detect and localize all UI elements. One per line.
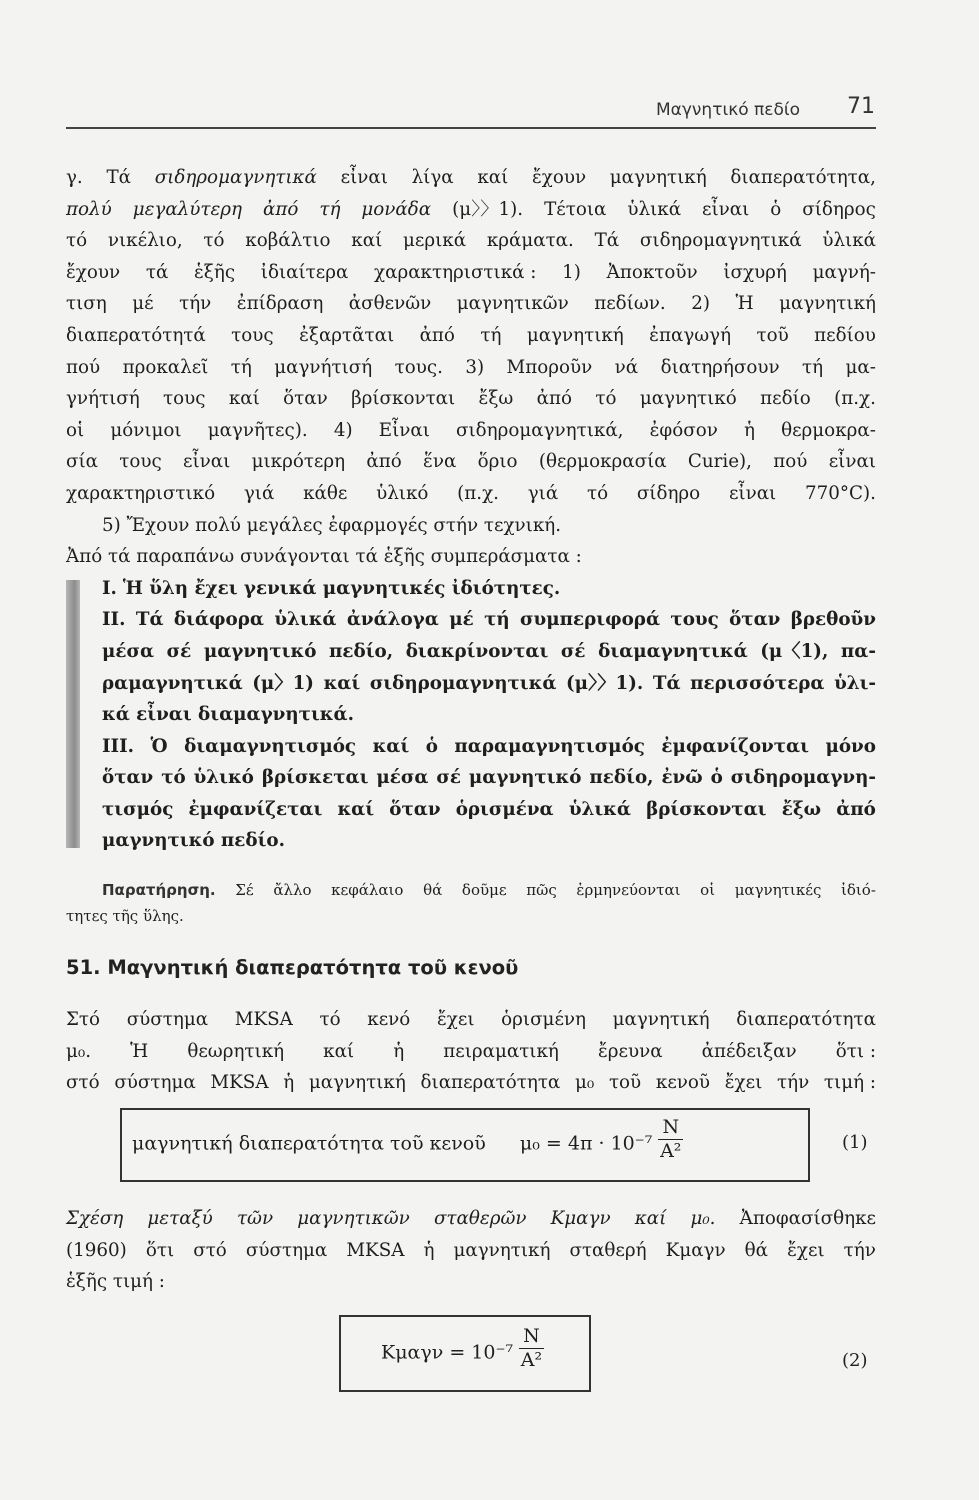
word: σταθερή bbox=[569, 1239, 647, 1261]
eq2-fraction: $\frac{N}{\text{A²}}$ bbox=[520, 1325, 543, 1371]
word: πεδίο bbox=[760, 388, 811, 410]
word: κοβάλτιο bbox=[245, 230, 331, 252]
word: πολύ bbox=[66, 198, 112, 220]
word: πα- bbox=[840, 640, 876, 662]
word: Εἶναι bbox=[378, 419, 430, 441]
word: ἑρμηνεύονται bbox=[576, 881, 681, 899]
word: ὅτι : bbox=[835, 1040, 876, 1062]
word: κενό bbox=[367, 1009, 411, 1030]
word: Τά bbox=[106, 167, 131, 188]
section-paragraph bbox=[66, 1004, 876, 1099]
word: ὅτι bbox=[145, 1239, 175, 1261]
word: καί bbox=[228, 388, 260, 410]
conclusions-box bbox=[66, 573, 876, 857]
conclusion-intro: Ἀπό τά παραπάνω συνάγονται τά ἑξῆς συμπεράσματα : bbox=[66, 546, 582, 568]
text-line bbox=[66, 257, 876, 289]
word: ὅταν bbox=[102, 767, 154, 789]
word: ἐμφανίζονται bbox=[661, 735, 809, 757]
text-line bbox=[102, 825, 876, 857]
word: (θερμοκρασία bbox=[538, 451, 667, 473]
word: τό bbox=[595, 388, 617, 410]
text-line bbox=[66, 383, 876, 415]
word: Μποροῦν bbox=[506, 356, 593, 378]
word: χαρακτηριστικό bbox=[66, 482, 216, 504]
word: νικέλιο, bbox=[107, 230, 183, 252]
word: σιδηρομαγνη- bbox=[730, 767, 876, 789]
word: II. bbox=[102, 609, 126, 631]
paragraph-gamma bbox=[66, 162, 876, 510]
text-line bbox=[102, 794, 876, 826]
word: μαγνητική bbox=[609, 167, 707, 188]
word: ὑλι- bbox=[834, 672, 876, 694]
word: ὁ bbox=[770, 198, 782, 220]
word: τήν bbox=[843, 1239, 876, 1261]
word: ὑλικό bbox=[376, 482, 429, 504]
word: μέ bbox=[449, 609, 474, 631]
word: ὑλικά bbox=[274, 609, 337, 631]
word: εἶναι bbox=[183, 451, 231, 473]
word: κράματα. bbox=[486, 230, 574, 252]
word: μα- bbox=[845, 356, 876, 378]
word: δοῦμε bbox=[461, 881, 507, 899]
word: μ₀ bbox=[575, 1072, 595, 1094]
word: Τέτοια bbox=[544, 198, 607, 220]
word: ἔχουν bbox=[531, 167, 587, 188]
word: στό bbox=[66, 1072, 100, 1094]
word: τήν bbox=[179, 293, 212, 315]
word: ἐπαγωγή bbox=[649, 324, 732, 346]
word: εἶναι bbox=[340, 167, 388, 188]
text-line bbox=[66, 446, 876, 478]
word: μέ bbox=[132, 293, 154, 315]
word: τό bbox=[203, 230, 225, 252]
eq2-lhs: Kμαγν = 10⁻⁷ bbox=[381, 1341, 514, 1364]
word: τους. bbox=[394, 356, 443, 378]
word: ἀσθενῶν bbox=[348, 293, 432, 315]
word: κεφάλαιο bbox=[331, 881, 404, 899]
word: διατηρήσουν bbox=[660, 356, 780, 378]
word: MKSA bbox=[346, 1239, 405, 1261]
text-line bbox=[66, 194, 876, 226]
word: τό bbox=[66, 230, 88, 252]
text-line bbox=[66, 320, 876, 352]
word: μαγνητικό bbox=[468, 767, 582, 789]
word: ἀπό bbox=[366, 451, 402, 473]
word: σίδηρο bbox=[636, 482, 701, 504]
word: διαπερατότητα bbox=[420, 1072, 561, 1094]
word: ὑλικά bbox=[568, 798, 631, 820]
word: ἔξω bbox=[478, 388, 514, 410]
word: σιδηρομαγνητικά bbox=[369, 672, 557, 694]
word: ἀπέδειξαν bbox=[701, 1040, 797, 1062]
word: ἀπό bbox=[263, 198, 299, 220]
word: καί bbox=[477, 167, 509, 188]
word: (μ〉〉1). bbox=[452, 198, 524, 220]
word: ἡ bbox=[283, 1072, 295, 1094]
text-line bbox=[102, 636, 876, 668]
equation-box-2 bbox=[339, 1315, 591, 1392]
word: πεδίο, bbox=[589, 767, 654, 789]
word: ἡ bbox=[393, 1040, 405, 1062]
word: μεγαλύτερη bbox=[132, 198, 243, 220]
word: III. bbox=[102, 735, 135, 757]
note bbox=[66, 877, 876, 929]
text-line bbox=[66, 1036, 876, 1068]
word: πού bbox=[66, 356, 101, 378]
word: καί bbox=[337, 798, 375, 820]
word: μέσα bbox=[376, 767, 429, 789]
word: τήν bbox=[777, 1072, 810, 1094]
word: λίγα bbox=[411, 167, 454, 188]
text-line bbox=[66, 1067, 876, 1099]
word: μ₀. bbox=[66, 1040, 92, 1062]
word: ἐνῶ bbox=[661, 767, 703, 789]
word: πῶς bbox=[526, 881, 557, 899]
header-rule bbox=[66, 127, 876, 129]
word: Ἀποκτοῦν bbox=[606, 261, 698, 283]
page-number: 71 bbox=[847, 94, 875, 119]
word: 1) bbox=[562, 261, 581, 283]
word: μαγνήτισή bbox=[274, 356, 373, 378]
word: μόνο bbox=[825, 735, 876, 757]
word: Ἡ ὕλη ἔχει γενικά μαγνητικές ἰδιότητες. bbox=[122, 577, 561, 599]
word: διαπερατότητα bbox=[736, 1009, 876, 1030]
word: ὁρισμένα bbox=[455, 798, 554, 820]
section-title: 51. Μαγνητική διαπερατότητα τοῦ κενοῦ bbox=[66, 956, 519, 979]
word: τά bbox=[145, 261, 169, 283]
text-line: 5) Ἔχουν πολύ μεγάλες ἐφαρμογές στήν τεχνική. bbox=[102, 514, 562, 536]
word: τοῦ bbox=[756, 324, 789, 346]
word: ἔξω bbox=[781, 798, 822, 820]
word: μαγνητικές bbox=[734, 881, 822, 899]
word: σιδηρομαγνητικά bbox=[154, 167, 317, 188]
text-line bbox=[102, 668, 876, 700]
word: Kμαγν bbox=[550, 1208, 611, 1229]
word: ἡ bbox=[423, 1239, 435, 1261]
word: (1960) bbox=[66, 1239, 127, 1261]
word: σιδηρομαγνητικά, bbox=[456, 419, 624, 441]
word: μαγνητικό bbox=[639, 388, 737, 410]
word: προκαλεῖ bbox=[122, 356, 209, 378]
word: μερικά bbox=[403, 230, 467, 252]
eq1-label: μαγνητική διαπερατότητα τοῦ κενοῦ bbox=[132, 1132, 486, 1155]
text-line bbox=[66, 162, 876, 194]
page-header-title: Μαγνητικό πεδίο bbox=[656, 100, 800, 120]
word: θερμοκρα- bbox=[781, 419, 876, 441]
text-line bbox=[102, 699, 876, 731]
word: ἔχει bbox=[724, 1072, 763, 1094]
relation-paragraph bbox=[66, 1203, 876, 1298]
word: πού bbox=[773, 451, 808, 473]
word: βρίσκονται bbox=[646, 798, 767, 820]
text-line bbox=[66, 1004, 876, 1036]
word: μέσα bbox=[102, 640, 155, 662]
word: πειραματική bbox=[443, 1040, 559, 1062]
word: θά bbox=[744, 1239, 769, 1261]
word: ὑλικά bbox=[822, 230, 876, 252]
word: σέ bbox=[166, 640, 192, 662]
text-line bbox=[66, 352, 876, 384]
text-line bbox=[66, 478, 876, 510]
word: ὁ bbox=[425, 735, 438, 757]
word: (π.χ. bbox=[834, 388, 876, 410]
word: κενοῦ bbox=[655, 1072, 711, 1094]
word: τους bbox=[231, 324, 274, 346]
word: βρίσκεται bbox=[261, 767, 369, 789]
word: ραμαγνητικά bbox=[102, 672, 243, 694]
eq1-fraction: $\frac{N}{\text{A²}}$ bbox=[660, 1116, 682, 1162]
word: κάθε bbox=[303, 482, 348, 504]
word: τή bbox=[480, 324, 502, 346]
word: ἔχει bbox=[436, 1009, 475, 1030]
word: τή bbox=[484, 609, 510, 631]
word: σιδηρομαγνητικά bbox=[639, 230, 802, 252]
word: Στό bbox=[66, 1009, 101, 1030]
word: ἐφόσον bbox=[649, 419, 718, 441]
word: παραμαγνητισμός bbox=[454, 735, 645, 757]
word: Curie), bbox=[687, 451, 752, 473]
word: ἕνα bbox=[423, 451, 457, 473]
word: γιά bbox=[527, 482, 559, 504]
text-line bbox=[102, 731, 876, 763]
word: βρίσκονται bbox=[351, 388, 456, 410]
word: 770°C). bbox=[804, 482, 876, 504]
word: μαγνητικῶν bbox=[456, 293, 569, 315]
word: διαπερατότητά bbox=[66, 324, 206, 346]
word: μαγνητική bbox=[526, 324, 624, 346]
word: διαμαγνητικά bbox=[598, 640, 748, 662]
word: θεωρητική bbox=[187, 1040, 285, 1062]
word: ὑλικά bbox=[627, 198, 682, 220]
word: θά bbox=[423, 881, 443, 899]
word: καί bbox=[372, 735, 410, 757]
word: 4) bbox=[333, 419, 353, 441]
word: διάφορα bbox=[173, 609, 264, 631]
word: ὁρισμένη bbox=[501, 1009, 586, 1030]
word: μαγνητική bbox=[779, 293, 876, 315]
word: ἐμφανίζεται bbox=[188, 798, 323, 820]
word: ἡ bbox=[743, 419, 755, 441]
word: συμπεριφορά bbox=[520, 609, 661, 631]
word: πεδίων. bbox=[594, 293, 666, 315]
word: πεδίο, bbox=[329, 640, 394, 662]
word: εἶναι bbox=[728, 482, 777, 504]
eq1-number: (1) bbox=[842, 1132, 868, 1153]
word: μαγνητικό πεδίο. bbox=[102, 830, 285, 852]
word: μαγνητικῶν bbox=[297, 1208, 410, 1229]
word: σία bbox=[66, 451, 98, 473]
text-line bbox=[102, 762, 876, 794]
word: ὅταν bbox=[283, 388, 328, 410]
word: κά εἶναι διαμαγνητικά. bbox=[102, 704, 354, 726]
word: διαμαγνητισμός bbox=[184, 735, 357, 757]
word: Ἡ bbox=[130, 1040, 149, 1062]
word: τισμός bbox=[102, 798, 174, 820]
word: χαρακτηριστικά : bbox=[374, 261, 537, 283]
word: νά bbox=[614, 356, 639, 378]
text-line bbox=[66, 415, 876, 447]
word: τό bbox=[586, 482, 609, 504]
word: μαγνή- bbox=[812, 261, 876, 283]
text-line bbox=[66, 1203, 876, 1235]
text-line: ἑξῆς τιμή : bbox=[66, 1271, 165, 1293]
word: γνήτισή bbox=[66, 388, 140, 410]
word: εἶναι bbox=[702, 198, 750, 220]
word: τή bbox=[319, 198, 341, 220]
word: ἔχουν bbox=[66, 261, 121, 283]
note-label: Παρατήρηση. bbox=[102, 881, 216, 899]
word: μαγνητική bbox=[308, 1072, 406, 1094]
word: σέ bbox=[436, 767, 461, 789]
conclusions-sidebar-bar bbox=[66, 580, 80, 848]
word: τους bbox=[119, 451, 162, 473]
word: γ. bbox=[66, 167, 83, 188]
word: μαγνῆτες). bbox=[207, 419, 308, 441]
word: μαγνητική bbox=[612, 1009, 710, 1030]
word: ἔχει bbox=[787, 1239, 825, 1261]
word: σταθερῶν bbox=[433, 1208, 527, 1229]
word: τοῦ bbox=[608, 1072, 642, 1094]
word: μονάδα bbox=[361, 198, 432, 220]
body-text bbox=[66, 162, 876, 857]
word: μαγνητικό bbox=[203, 640, 317, 662]
word: γιά bbox=[243, 482, 275, 504]
word: ὁ bbox=[710, 767, 723, 789]
word: ἰδιαίτερα bbox=[260, 261, 349, 283]
text-line bbox=[102, 604, 876, 636]
word: μικρότερη bbox=[251, 451, 346, 473]
word: MKSA bbox=[210, 1072, 269, 1094]
word: τό bbox=[161, 767, 186, 789]
word: 2) bbox=[691, 293, 710, 315]
word: ὅριο bbox=[477, 451, 518, 473]
word: 3) bbox=[465, 356, 485, 378]
word: τό bbox=[319, 1009, 341, 1030]
word: ἔρευνα bbox=[597, 1040, 663, 1062]
word: τους bbox=[163, 388, 206, 410]
word: Τά bbox=[135, 609, 164, 631]
word: διαπερατότητα, bbox=[730, 167, 876, 188]
eq1-lhs: μ₀ = 4π · 10⁻⁷ bbox=[519, 1132, 653, 1155]
word: τους bbox=[670, 609, 719, 631]
word: μ₀. bbox=[690, 1208, 716, 1229]
word: καί bbox=[634, 1208, 667, 1229]
word: (μ〉1) bbox=[252, 672, 314, 694]
word: Τά bbox=[594, 230, 620, 252]
word: Σέ bbox=[235, 881, 254, 899]
equation-box-1 bbox=[120, 1108, 810, 1182]
word: ἰσχυρή bbox=[723, 261, 787, 283]
eq2-number: (2) bbox=[842, 1350, 868, 1371]
word: βρεθοῦν bbox=[790, 609, 876, 631]
word: ὅταν bbox=[729, 609, 781, 631]
word: τή bbox=[230, 356, 252, 378]
word: σύστημα bbox=[114, 1072, 196, 1094]
word: Ἀποφασίσθηκε bbox=[739, 1208, 876, 1229]
word: ἐπίδραση bbox=[236, 293, 324, 315]
word: διακρίνονται bbox=[405, 640, 549, 662]
word: στό bbox=[193, 1239, 227, 1261]
word: καί bbox=[351, 230, 383, 252]
word: Ἡ bbox=[735, 293, 754, 315]
word: ἐξαρτᾶται bbox=[299, 324, 395, 346]
word: Σχέση bbox=[66, 1208, 124, 1229]
word: ἑξῆς bbox=[194, 261, 236, 283]
text-line bbox=[66, 1235, 876, 1267]
word: τιμή : bbox=[823, 1072, 876, 1094]
word: σέ bbox=[560, 640, 586, 662]
word: Τά bbox=[652, 672, 681, 694]
word: πεδίου bbox=[814, 324, 876, 346]
word: τῶν bbox=[236, 1208, 274, 1229]
word: ἄλλο bbox=[273, 881, 312, 899]
word: ἀνάλογα bbox=[346, 609, 439, 631]
word: οἱ bbox=[66, 419, 85, 441]
word: ἰδιό- bbox=[841, 881, 876, 899]
word: μόνιμοι bbox=[110, 419, 182, 441]
text-line bbox=[102, 573, 876, 605]
word: καί bbox=[323, 1040, 355, 1062]
word: περισσότερα bbox=[690, 672, 825, 694]
word: MKSA bbox=[234, 1009, 293, 1030]
word: μεταξύ bbox=[147, 1208, 213, 1229]
word: εἶναι bbox=[828, 451, 876, 473]
word: Kμαγν bbox=[665, 1239, 726, 1261]
word: τή bbox=[801, 356, 824, 378]
word: σύστημα bbox=[245, 1239, 328, 1261]
word: I. bbox=[102, 577, 117, 599]
word: σύστημα bbox=[126, 1009, 209, 1030]
word: ὑλικό bbox=[193, 767, 254, 789]
word: ἀπό bbox=[836, 798, 876, 820]
word: τιση bbox=[66, 293, 107, 315]
note-line: τητες τῆς ὕλης. bbox=[66, 907, 184, 925]
text-line bbox=[66, 225, 876, 257]
word: (μ〉〉1). bbox=[566, 672, 644, 694]
word: Ὁ bbox=[150, 735, 168, 757]
text-line bbox=[66, 288, 876, 320]
word: (π.χ. bbox=[457, 482, 499, 504]
word: καί bbox=[323, 672, 361, 694]
word: ἀπό bbox=[419, 324, 455, 346]
note-line bbox=[66, 877, 876, 903]
word: ἀπό bbox=[536, 388, 573, 410]
word: μαγνητική bbox=[453, 1239, 551, 1261]
section-body bbox=[66, 1004, 876, 1099]
word: (μ〈1), bbox=[760, 640, 829, 662]
word: οἱ bbox=[700, 881, 716, 899]
word: σίδηρος bbox=[802, 198, 876, 220]
word: ὅταν bbox=[389, 798, 441, 820]
